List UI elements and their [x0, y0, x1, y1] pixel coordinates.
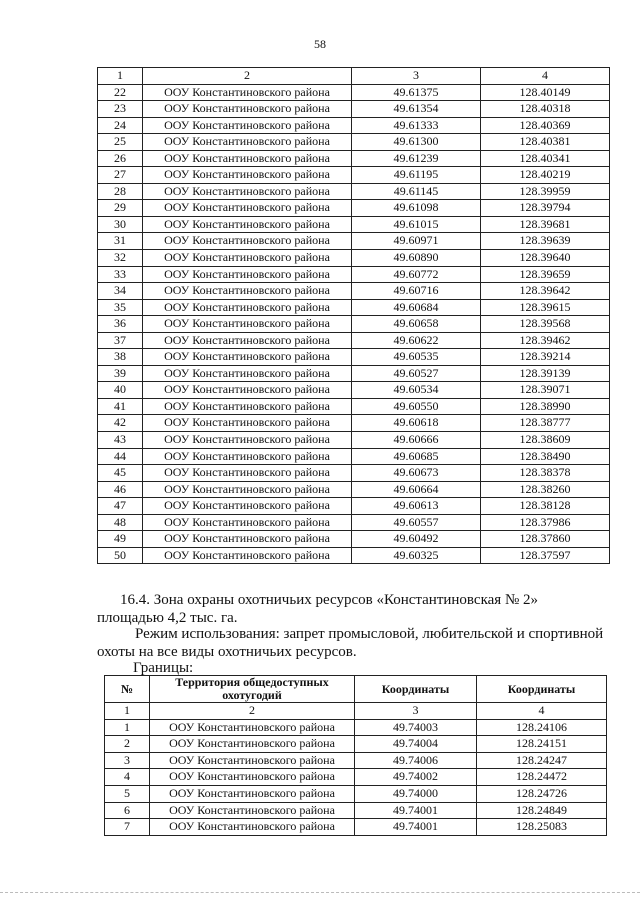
- row-number: 33: [98, 266, 143, 283]
- latitude: 49.60550: [352, 398, 481, 415]
- latitude: 49.74004: [355, 736, 477, 753]
- territory-name: ООУ Константиновского района: [150, 736, 355, 753]
- table-row: [98, 514, 610, 531]
- latitude: 49.61098: [352, 200, 481, 217]
- table-row: [98, 167, 610, 184]
- latitude: 49.61195: [352, 167, 481, 184]
- table-row: [98, 216, 610, 233]
- row-number: 47: [98, 498, 143, 515]
- latitude: 49.61145: [352, 183, 481, 200]
- longitude: 128.38490: [481, 448, 610, 465]
- row-number: 26: [98, 150, 143, 167]
- longitude: 128.39615: [481, 299, 610, 316]
- longitude: 128.37986: [481, 514, 610, 531]
- row-number: 36: [98, 316, 143, 333]
- territory-name: ООУ Константиновского района: [143, 514, 352, 531]
- latitude: 49.61300: [352, 134, 481, 151]
- table-row: [98, 283, 610, 300]
- table-row: [98, 415, 610, 432]
- row-number: 35: [98, 299, 143, 316]
- latitude: 49.60622: [352, 332, 481, 349]
- longitude: 128.39071: [481, 382, 610, 399]
- latitude: 49.60658: [352, 316, 481, 333]
- territory-name: ООУ Константиновского района: [143, 531, 352, 548]
- scan-edge-line: [0, 892, 640, 893]
- row-number: 4: [105, 769, 150, 786]
- longitude: 128.37597: [481, 547, 610, 564]
- longitude: 128.37860: [481, 531, 610, 548]
- table-row: [98, 84, 610, 101]
- table-row: [98, 398, 610, 415]
- row-number: 37: [98, 332, 143, 349]
- row-number: 31: [98, 233, 143, 250]
- longitude: 128.24472: [477, 769, 607, 786]
- territory-name: ООУ Константиновского района: [150, 752, 355, 769]
- table-row: [105, 736, 607, 753]
- coordinates-table-zone: [104, 675, 607, 836]
- table-number-cell: 3: [355, 703, 477, 720]
- latitude: 49.60534: [352, 382, 481, 399]
- territory-name: ООУ Константиновского района: [143, 465, 352, 482]
- latitude: 49.61354: [352, 101, 481, 118]
- table-header-cell: 3: [352, 68, 481, 85]
- latitude: 49.60890: [352, 250, 481, 267]
- territory-name: ООУ Константиновского района: [143, 382, 352, 399]
- longitude: 128.39659: [481, 266, 610, 283]
- latitude: 49.61333: [352, 117, 481, 134]
- table-row: [98, 150, 610, 167]
- territory-name: ООУ Константиновского района: [143, 216, 352, 233]
- territory-name: ООУ Константиновского района: [143, 84, 352, 101]
- longitude: 128.24726: [477, 785, 607, 802]
- territory-name: ООУ Константиновского района: [143, 233, 352, 250]
- regime-text-continued: охоты на все виды охотничьих ресурсов.: [97, 644, 357, 660]
- territory-name: ООУ Константиновского района: [143, 398, 352, 415]
- territory-name: ООУ Константиновского района: [150, 785, 355, 802]
- territory-name: ООУ Константиновского района: [143, 349, 352, 366]
- territory-name: ООУ Константиновского района: [143, 266, 352, 283]
- table-number-row: [98, 68, 610, 85]
- table-row: [98, 448, 610, 465]
- row-number: 43: [98, 432, 143, 449]
- table-row: [98, 349, 610, 366]
- table-row: [105, 819, 607, 836]
- longitude: 128.38378: [481, 465, 610, 482]
- latitude: 49.60557: [352, 514, 481, 531]
- latitude: 49.60325: [352, 547, 481, 564]
- latitude: 49.74002: [355, 769, 477, 786]
- row-number: 28: [98, 183, 143, 200]
- longitude: 128.25083: [477, 819, 607, 836]
- table-number-cell: 4: [477, 703, 607, 720]
- row-number: 3: [105, 752, 150, 769]
- longitude: 128.40318: [481, 101, 610, 118]
- table-row: [98, 481, 610, 498]
- table-header-row: [105, 676, 607, 703]
- longitude: 128.38609: [481, 432, 610, 449]
- regime-text: Режим использования: запрет промысловой, любительской и спортивной: [135, 626, 604, 642]
- row-number: 1: [105, 719, 150, 736]
- longitude: 128.39462: [481, 332, 610, 349]
- table-number-cell: 2: [150, 703, 355, 720]
- table-row: [98, 183, 610, 200]
- table-header-cell: 4: [481, 68, 610, 85]
- territory-name: ООУ Константиновского района: [143, 117, 352, 134]
- territory-name: ООУ Константиновского района: [143, 250, 352, 267]
- territory-name: ООУ Константиновского района: [143, 283, 352, 300]
- row-number: 44: [98, 448, 143, 465]
- latitude: 49.60613: [352, 498, 481, 515]
- latitude: 49.60684: [352, 299, 481, 316]
- territory-name: ООУ Константиновского района: [143, 448, 352, 465]
- table-row: [105, 719, 607, 736]
- row-number: 46: [98, 481, 143, 498]
- table-row: [98, 432, 610, 449]
- row-number: 7: [105, 819, 150, 836]
- column-header-number: №: [105, 676, 150, 703]
- table-row: [98, 382, 610, 399]
- row-number: 29: [98, 200, 143, 217]
- longitude: 128.39214: [481, 349, 610, 366]
- latitude: 49.60666: [352, 432, 481, 449]
- coordinates-table-continued: [97, 67, 610, 564]
- longitude: 128.40149: [481, 84, 610, 101]
- table-row: [98, 266, 610, 283]
- table-row: [105, 769, 607, 786]
- table-number-cell: 1: [105, 703, 150, 720]
- section-heading: 16.4. Зона охраны охотничьих ресурсов «Константиновская № 2»: [120, 592, 539, 608]
- territory-name: ООУ Константиновского района: [143, 332, 352, 349]
- latitude: 49.61239: [352, 150, 481, 167]
- row-number: 27: [98, 167, 143, 184]
- longitude: 128.39639: [481, 233, 610, 250]
- territory-name: ООУ Константиновского района: [150, 719, 355, 736]
- latitude: 49.60492: [352, 531, 481, 548]
- table-row: [105, 752, 607, 769]
- territory-name: ООУ Константиновского района: [143, 415, 352, 432]
- territory-name: ООУ Константиновского района: [143, 150, 352, 167]
- latitude: 49.60716: [352, 283, 481, 300]
- latitude: 49.74001: [355, 802, 477, 819]
- territory-name: ООУ Константиновского района: [143, 547, 352, 564]
- table-row: [105, 785, 607, 802]
- longitude: 128.39642: [481, 283, 610, 300]
- latitude: 49.60772: [352, 266, 481, 283]
- table-row: [98, 498, 610, 515]
- latitude: 49.61375: [352, 84, 481, 101]
- territory-name: ООУ Константиновского района: [143, 432, 352, 449]
- longitude: 128.40341: [481, 150, 610, 167]
- row-number: 48: [98, 514, 143, 531]
- longitude: 128.24106: [477, 719, 607, 736]
- latitude: 49.60673: [352, 465, 481, 482]
- row-number: 50: [98, 547, 143, 564]
- territory-name: ООУ Константиновского района: [143, 481, 352, 498]
- longitude: 128.38990: [481, 398, 610, 415]
- table-header-cell: 1: [98, 68, 143, 85]
- territory-name: ООУ Константиновского района: [143, 134, 352, 151]
- longitude: 128.39139: [481, 365, 610, 382]
- longitude: 128.39568: [481, 316, 610, 333]
- longitude: 128.38777: [481, 415, 610, 432]
- longitude: 128.39794: [481, 200, 610, 217]
- longitude: 128.39640: [481, 250, 610, 267]
- longitude: 128.24247: [477, 752, 607, 769]
- longitude: 128.24151: [477, 736, 607, 753]
- longitude: 128.40219: [481, 167, 610, 184]
- table-row: [98, 531, 610, 548]
- column-header-territory: Территория общедоступных охотугодий: [150, 676, 355, 703]
- table-row: [98, 332, 610, 349]
- latitude: 49.60685: [352, 448, 481, 465]
- page-number: 58: [314, 37, 326, 51]
- longitude: 128.39681: [481, 216, 610, 233]
- territory-name: ООУ Константиновского района: [143, 183, 352, 200]
- row-number: 23: [98, 101, 143, 118]
- longitude: 128.38128: [481, 498, 610, 515]
- row-number: 6: [105, 802, 150, 819]
- latitude: 49.74003: [355, 719, 477, 736]
- table-row: [98, 250, 610, 267]
- table-header-cell: 2: [143, 68, 352, 85]
- borders-label: Границы:: [133, 660, 194, 676]
- table-row: [98, 101, 610, 118]
- table-row: [98, 200, 610, 217]
- row-number: 24: [98, 117, 143, 134]
- table-row: [98, 299, 610, 316]
- table-row: [98, 316, 610, 333]
- table-row: [98, 117, 610, 134]
- territory-name: ООУ Константиновского района: [143, 365, 352, 382]
- row-number: 2: [105, 736, 150, 753]
- latitude: 49.60664: [352, 481, 481, 498]
- territory-name: ООУ Константиновского района: [150, 802, 355, 819]
- table-number-row: [105, 703, 607, 720]
- row-number: 38: [98, 349, 143, 366]
- section-heading-area: площадью 4,2 тыс. га.: [97, 610, 238, 626]
- row-number: 41: [98, 398, 143, 415]
- territory-name: ООУ Константиновского района: [143, 498, 352, 515]
- column-header-lon: Координаты: [477, 676, 607, 703]
- row-number: 22: [98, 84, 143, 101]
- latitude: 49.60971: [352, 233, 481, 250]
- territory-name: ООУ Константиновского района: [143, 299, 352, 316]
- table-row: [98, 233, 610, 250]
- row-number: 45: [98, 465, 143, 482]
- territory-name: ООУ Константиновского района: [143, 167, 352, 184]
- territory-name: ООУ Константиновского района: [150, 819, 355, 836]
- column-header-lat: Координаты: [355, 676, 477, 703]
- row-number: 32: [98, 250, 143, 267]
- latitude: 49.74006: [355, 752, 477, 769]
- territory-name: ООУ Константиновского района: [143, 101, 352, 118]
- row-number: 49: [98, 531, 143, 548]
- territory-name: ООУ Константиновского района: [143, 200, 352, 217]
- longitude: 128.38260: [481, 481, 610, 498]
- row-number: 5: [105, 785, 150, 802]
- territory-name: ООУ Константиновского района: [150, 769, 355, 786]
- longitude: 128.40369: [481, 117, 610, 134]
- latitude: 49.60535: [352, 349, 481, 366]
- row-number: 42: [98, 415, 143, 432]
- latitude: 49.60527: [352, 365, 481, 382]
- row-number: 40: [98, 382, 143, 399]
- latitude: 49.61015: [352, 216, 481, 233]
- longitude: 128.24849: [477, 802, 607, 819]
- table-row: [98, 465, 610, 482]
- row-number: 25: [98, 134, 143, 151]
- latitude: 49.74000: [355, 785, 477, 802]
- table-row: [98, 365, 610, 382]
- table-row: [98, 134, 610, 151]
- longitude: 128.39959: [481, 183, 610, 200]
- table-row: [105, 802, 607, 819]
- latitude: 49.74001: [355, 819, 477, 836]
- longitude: 128.40381: [481, 134, 610, 151]
- row-number: 34: [98, 283, 143, 300]
- row-number: 30: [98, 216, 143, 233]
- latitude: 49.60618: [352, 415, 481, 432]
- territory-name: ООУ Константиновского района: [143, 316, 352, 333]
- row-number: 39: [98, 365, 143, 382]
- table-row: [98, 547, 610, 564]
